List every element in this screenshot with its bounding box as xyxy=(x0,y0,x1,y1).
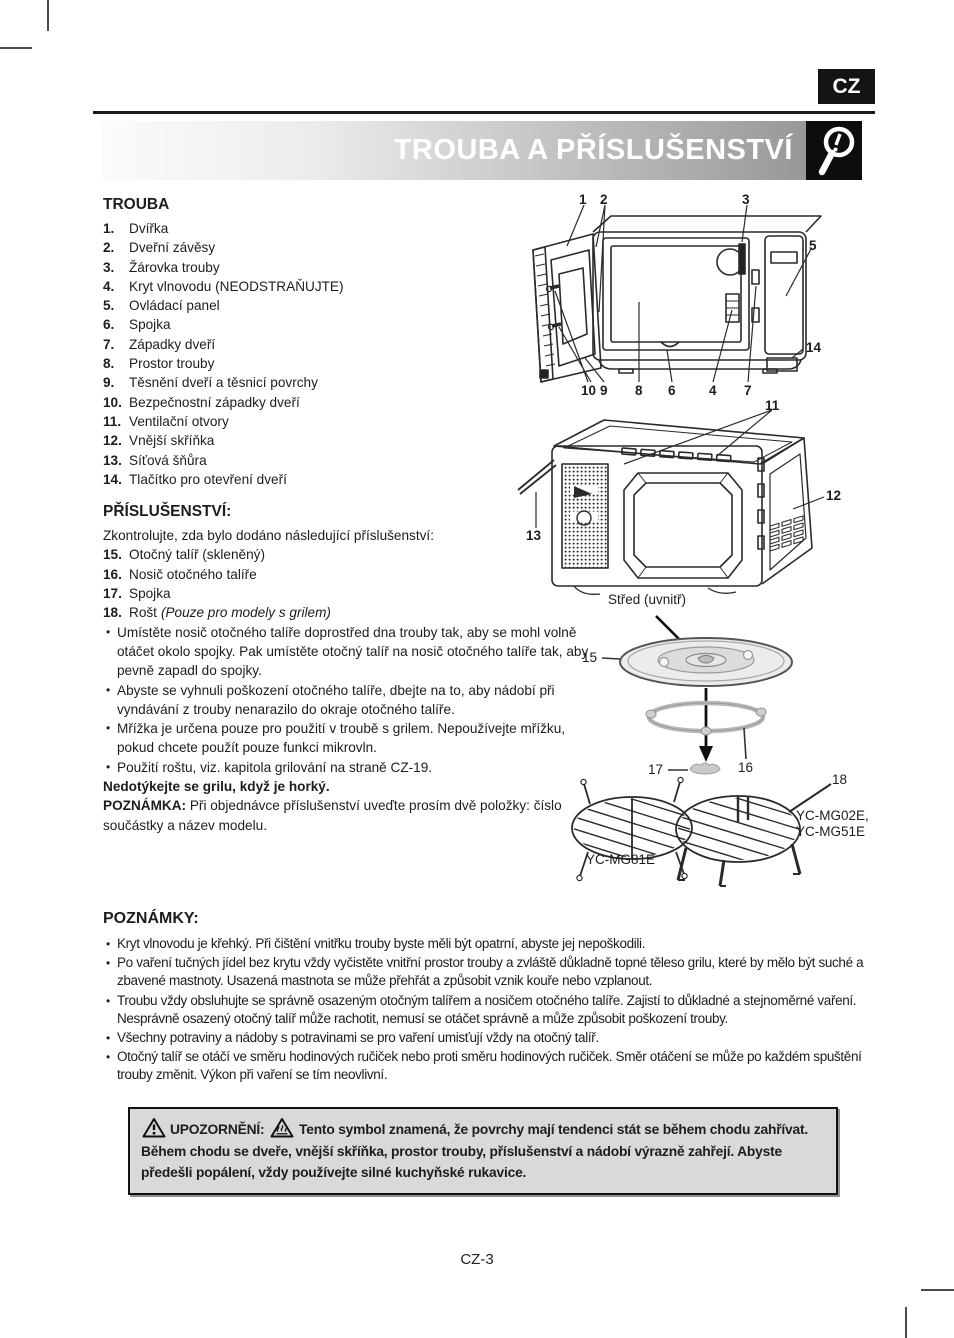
bullet-item: • Otočný talíř se otáčí ve směru hodinových ručiček nebo proti směru hodinových ručiček. Směr otáčení se může po každém spuštění trouby změnit. Výkon při vaření se tím neovlivní. xyxy=(103,1048,869,1084)
caution-box xyxy=(128,1107,838,1195)
magnifier-alert-icon xyxy=(806,121,862,180)
turntable-center-label: Střed (uvnitř) xyxy=(608,592,687,607)
notes-section xyxy=(103,910,869,1086)
diagram-label: 12 xyxy=(826,488,842,503)
diagram-label: 4 xyxy=(709,383,717,398)
diagram-label: 8 xyxy=(635,383,643,398)
list-item: 8. Prostor trouby xyxy=(103,356,215,372)
bullet-item: • Po vaření tučných jídel bez krytu vždy vyčistěte vnitřní prostor trouby a zvláště důkladně topné těleso grilu, které by mělo být suché a zbavené mastnoty. Usazená mastnota se může přehřát a způsobit vznik kouře nebo vzplanout. xyxy=(103,954,869,990)
caution-text: Tento symbol znamená, že povrchy mají tendenci stát se během chodu zahřívat. Během chodu se dveře, vnější skříňka, prostor trouby, příslušenství a nádobí výrazně zahřejí. Abyste předešli popálení, vždy používejte silné kuchyňské rukavice. xyxy=(141,1122,808,1180)
list-item: 4. Kryt vlnovodu (NEODSTRAŇUJTE) xyxy=(103,278,344,294)
diagram-label: 2 xyxy=(600,192,608,207)
list-item: 12. Vnější skříňka xyxy=(103,433,215,449)
crop-mark xyxy=(905,1307,907,1338)
diagram-label: 15 xyxy=(582,650,598,665)
diagram-label: 6 xyxy=(668,383,676,398)
diagram-label: 5 xyxy=(809,238,817,253)
bullet-item: • Kryt vlnovodu je křehký. Při čištění vnitřku trouby byste měli být opatrní, abyste jej nepoškodili. xyxy=(103,935,869,953)
list-item: 17. Spojka xyxy=(103,586,171,602)
header-rule xyxy=(93,111,875,114)
bullet-item: • Použití roštu, viz. kapitola grilování na straně CZ-19. xyxy=(103,758,603,777)
grill-warning-line: Nedotýkejte se grilu, když je horký. xyxy=(103,779,330,795)
crop-mark xyxy=(0,47,32,49)
list-item: 2. Dveřní závěsy xyxy=(103,240,216,256)
page-title: TROUBA A PŘÍSLUŠENSTVÍ xyxy=(393,134,793,166)
prislusenstvi-intro: Zkontrolujte, zda bylo dodáno následující příslušenství: xyxy=(103,528,434,544)
diagram-label: 17 xyxy=(648,762,664,777)
turntable-diagram xyxy=(556,588,880,800)
diagram-label: 11 xyxy=(765,398,780,413)
diagram-label: 14 xyxy=(806,340,822,355)
list-item: 10. Bezpečnostní západky dveří xyxy=(103,394,300,410)
rack-model-label: YC-MG51E xyxy=(796,824,866,839)
diagram-label: 1 xyxy=(579,192,587,207)
hot-surface-icon xyxy=(269,1117,295,1138)
bullet-item: • Mřížka je určena pouze pro použití v troubě s grilem. Nepoužívejte mřížku, pokud chcete použít pouze funkci mikrovln. xyxy=(103,719,603,758)
bullet-item: • Troubu vždy obsluhujte se správně osazeným otočným talířem a nosičem otočného talíře. Zajistí to důkladné a stejnoměrné vaření. Nesprávně osazený otočný talíř může rachotit, nemusí se otáčet správně a může způsobit poškození trouby. xyxy=(103,992,869,1028)
order-note: POZNÁMKA: Při objednávce příslušenství uveďte prosím dvě položky: číslo součástky a název modelu. xyxy=(103,798,562,833)
diagram-label: 16 xyxy=(738,760,754,775)
list-item: 18. Rošt (Pouze pro modely s grilem) xyxy=(103,605,331,621)
diagram-label: 7 xyxy=(744,383,752,398)
diagram-label: 18 xyxy=(832,772,848,787)
prislusenstvi-heading: PŘÍSLUŠENSTVÍ: xyxy=(103,503,232,521)
list-item: 11. Ventilační otvory xyxy=(103,413,229,429)
crop-mark xyxy=(921,1289,954,1291)
grill-racks-diagram xyxy=(552,772,888,900)
bullet-item: • Abyste se vyhnuli poškození otočného talíře, dbejte na to, aby nádobí při vyndávání z trouby nenarazilo do okraje otočného talíře. xyxy=(103,681,603,720)
diagram-label: 9 xyxy=(600,383,608,398)
turntable-drawing xyxy=(556,588,880,800)
notes-heading: POZNÁMKY: xyxy=(103,910,199,927)
list-item: 1. Dvířka xyxy=(103,221,169,236)
list-item: 6. Spojka xyxy=(103,317,171,333)
bullet-item: • Umístěte nosič otočného talíře doprostřed dna trouby tak, aby se mohl volně otáčet okolo spojky. Pak umístěte otočný talíř na nosič otočného talíře tak, aby pevně zapadl do spojky. xyxy=(103,623,603,681)
page-number: CZ-3 xyxy=(460,1251,494,1268)
list-item: 3. Žárovka trouby xyxy=(103,259,220,275)
microwave-rear-diagram xyxy=(512,398,880,598)
rack-model-label: YC-MG02E, xyxy=(796,808,869,823)
list-item: 13. Síťová šňůra xyxy=(103,452,207,468)
list-item: 7. Západky dveří xyxy=(103,336,216,352)
list-item: 14. Tlačítko pro otevření dveří xyxy=(103,471,287,487)
microwave-rear-drawing xyxy=(512,398,880,598)
caution-label: UPOZORNĚNÍ: xyxy=(170,1122,265,1137)
diagram-label: 10 xyxy=(581,383,597,398)
list-item: 15. Otočný talíř (skleněný) xyxy=(103,547,265,563)
crop-mark xyxy=(47,0,49,31)
trouba-heading: TROUBA xyxy=(103,196,170,213)
diagram-label: 3 xyxy=(742,192,750,207)
list-item: 9. Těsnění dveří a těsnicí povrchy xyxy=(103,375,318,391)
list-item: 16. Nosič otočného talíře xyxy=(103,566,257,582)
microwave-front-diagram xyxy=(515,192,875,407)
list-item: 5. Ovládací panel xyxy=(103,298,220,314)
diagram-label: 13 xyxy=(526,528,542,543)
rack-model-label: YC-MG81E xyxy=(586,852,656,867)
microwave-front-drawing xyxy=(515,192,875,407)
warning-triangle-icon xyxy=(142,1117,166,1138)
bullet-item: • Všechny potraviny a nádoby s potravinami se pro vaření umisťují vždy na otočný talíř. xyxy=(103,1029,869,1047)
language-badge: CZ xyxy=(818,69,875,104)
section-header xyxy=(102,121,806,180)
